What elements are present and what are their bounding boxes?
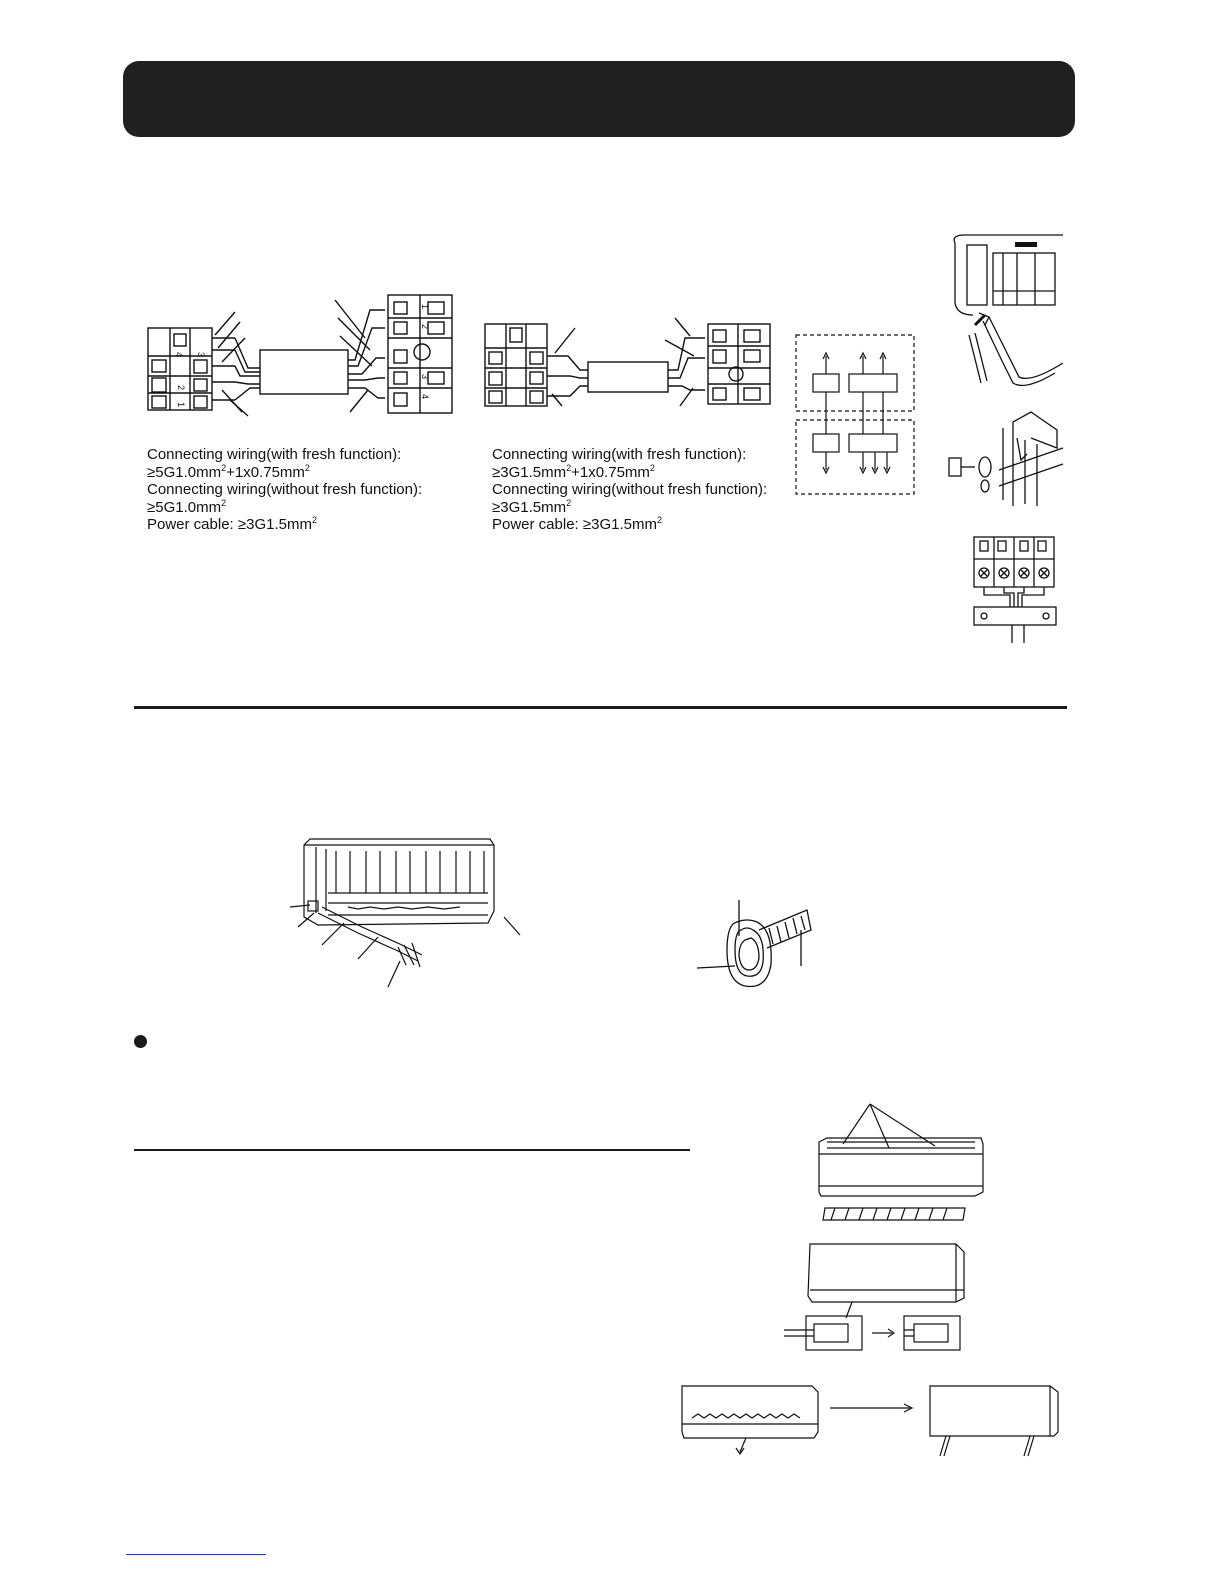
terminal-label: 1 (420, 304, 430, 310)
with-fresh-spec-tail: +1x0.75mm (226, 463, 305, 481)
superscript: 2 (566, 497, 572, 508)
wiring-spec-left (147, 446, 422, 534)
with-fresh-label: Connecting wiring(with fresh function): (492, 446, 747, 463)
panel-removal-sequence-illustration (678, 1380, 1064, 1460)
terminal-label: 3 (420, 374, 430, 380)
with-fresh-spec-tail: +1x0.75mm (571, 463, 650, 481)
indoor-unit-terminal-illustration (945, 233, 1063, 393)
front-panel-latch-illustration (815, 1096, 987, 1226)
section-header-bar (123, 61, 1075, 137)
without-fresh-label: Connecting wiring(without fresh function): (492, 481, 768, 498)
terminal-board-illustration (970, 535, 1062, 645)
terminal-label: 4 (174, 352, 184, 358)
unit-block-diagram (795, 334, 917, 496)
footer-link-underline[interactable] (126, 1554, 266, 1555)
power-spec: ≥3G1.5mm (237, 516, 312, 533)
terminal-label: 3 (196, 352, 206, 358)
terminal-label: 4 (420, 394, 430, 400)
with-fresh-spec: ≥5G1.0mm (147, 463, 222, 481)
power-spec: ≥3G1.5mm (582, 516, 657, 533)
superscript: 2 (311, 515, 317, 525)
superscript: 2 (304, 462, 310, 473)
without-fresh-label: Connecting wiring(without fresh function): (147, 481, 423, 498)
without-fresh-spec: ≥5G1.0mm (147, 498, 222, 516)
superscript: 2 (221, 462, 227, 473)
power-label: Power cable: (492, 516, 583, 533)
section-divider (134, 706, 1067, 709)
earth-screw-illustration (945, 408, 1063, 508)
without-fresh-spec: ≥3G1.5mm (492, 498, 567, 516)
power-label: Power cable: (147, 516, 238, 533)
terminal-label: 2 (176, 385, 186, 391)
wiring-diagram-left (140, 290, 470, 430)
superscript: 2 (221, 497, 227, 508)
terminal-label: 1 (176, 402, 186, 408)
sub-section-divider (134, 1149, 690, 1151)
wiring-spec-right (492, 446, 767, 534)
wall-hole-sleeve-illustration (697, 900, 819, 992)
bullet-point (134, 1035, 147, 1048)
superscript: 2 (649, 462, 655, 473)
panel-screw-illustration (780, 1240, 966, 1354)
with-fresh-spec: ≥3G1.5mm (492, 463, 567, 481)
superscript: 2 (566, 462, 572, 473)
superscript: 2 (656, 515, 662, 525)
indoor-unit-piping-illustration (288, 833, 528, 993)
terminal-label: 2 (420, 324, 430, 330)
wiring-diagram-right (480, 318, 780, 413)
with-fresh-label: Connecting wiring(with fresh function): (147, 446, 402, 463)
